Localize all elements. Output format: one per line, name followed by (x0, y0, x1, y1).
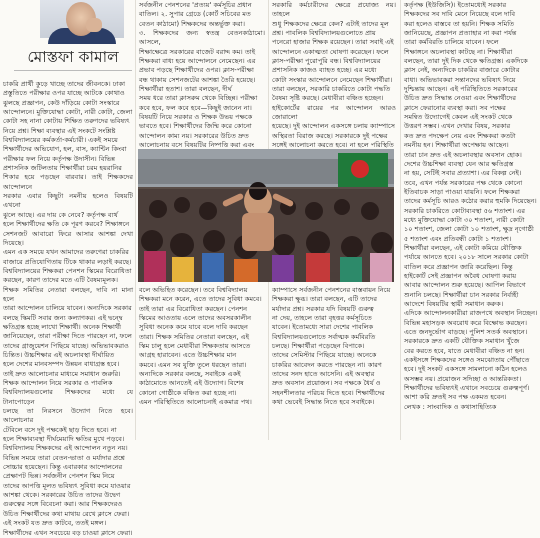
article-line: বাতিল করে প্রজ্ঞাপন জারি করেছিল। কিন্তু (404, 262, 513, 271)
article-line: কমবে। এমন সব যুক্তি তুলে ধরছেন তারা। (139, 360, 247, 369)
article-line: উচিত দ্রুত সিদ্ধান্ত নেওয়া এবং শিক্ষার্থীদের (404, 94, 517, 103)
article-line: শিক্ষাক্ষেত্রে সরকারের বাজেট বরাদ্দ কম। তাই (139, 47, 256, 56)
article-line: কবে হবে, ফল কবে হবে—কিছুই জানেন না। (139, 103, 252, 112)
article-line: হয়েছে। দুই আন্দোলন একসঙ্গে চলায় ক্যাম্পাসে (272, 122, 396, 131)
article-line: সরকারি চাকরিতে কোটাব্যবস্থা ৫৬ শতাংশ। এর (404, 206, 525, 215)
article-line: তাদের আপত্তি মূলত ভবিষ্যৎ সুবিধা কমে যাওয়ার (3, 481, 131, 490)
article-line: এদিকে আন্দোলনকারীরা রাজপথে অবস্থান নিচ্ছেন। (404, 309, 538, 318)
article-line: তাদের সেমিস্টার পিছিয়ে যাচ্ছে। অনেকে (272, 351, 377, 360)
article-column-3-bottom (272, 286, 396, 440)
article-line: স্কিম চালু হলে মেধাবীরা শিক্ষকতায় আসতে (139, 342, 251, 351)
author-portrait (40, 0, 124, 38)
article-line: তাদের গ্রাজুয়েশন পিছিয়ে যাচ্ছে। অভিভাবকরাও (3, 341, 129, 350)
article-line: এমন এক সময়ে যখন আমাদের তরুণেরা চাকরির (3, 248, 129, 257)
article-line: এমন পরিস্থিতিতে আলোচনাই একমাত্র পথ। (139, 398, 252, 407)
article-line: শিক্ষার্থীদের ভবিষ্যৎই এখানে সবচেয়ে গুরুত্বপূর্ণ। (404, 384, 530, 393)
article-line: সর্বজনীন পেনশনের 'প্রত্যয়' কর্মসূচির প্রধান (139, 1, 252, 9)
article-column-3-top (272, 1, 396, 150)
article-line: বলছে স্কিমটি সবার জন্য কল্যাণকর। এই দ্বন্দ্বে (3, 313, 123, 322)
article-line: হাইকোর্ট সেই প্রজ্ঞাপন অবৈধ ঘোষণা করায় (404, 271, 517, 280)
article-line: শুধু শিক্ষকদের ক্ষেত্রে কেন? এটাই তাদের মূল (272, 19, 389, 28)
article-line: পরীক্ষার ফল নিয়ে কর্তৃপক্ষ উদাসীন। বিভিন্ন (3, 154, 115, 163)
article-line: বেতন কাঠামো) শিক্ষকদের অন্তর্ভুক্ত করা। (139, 19, 245, 28)
article-line: চাকরি প্রার্থী কুড়ে খাচ্ছে তাদের জীবনকে। ঢাকা (3, 80, 126, 88)
article-line: আন্দোলন কাম্য নয়। সরকারের উচিত দ্রুত (139, 131, 249, 140)
article-column-1 (3, 80, 133, 537)
article-line: শিক্ষার্থীদের এখন সবচেয়ে বড় চাওয়া ক্লাসে ফেরা। (3, 528, 133, 537)
article-line: তারা। শিক্ষক সমিতির নেতারা বলছেন, এই (139, 332, 250, 341)
article-line: সুবিধা অনেক কমে যাবে বলে দাবি করছেন (139, 323, 248, 332)
article-line: চলছে তা নিরসনে উদ্যোগ নিতে হবে। আলোচনার (3, 407, 133, 425)
article-line: সমন্বিত উদ্যোগেই কেবল এই সংকট থেকে (404, 113, 513, 122)
article-line: আন্দোলনে একাত্মতা ঘোষণা করেছেন। ফলে (272, 47, 389, 56)
article-line: প্রেক্ষাপট ভিন্ন। সর্বজনীন পেনশন স্কিম নিয়ে (3, 472, 115, 481)
article-line: উচিত শিক্ষার্থীদের কথা মাথায় রেখে ক্লাসে ফেরা। (3, 509, 130, 518)
article-line: বিশ্ববিদ্যালয়ের শিক্ষকরা পেনশন স্কিমের বিরোধিতা (3, 266, 132, 275)
column-divider (135, 0, 136, 440)
article-line: টেবিলে বসে দুই পক্ষকেই ছাড় দিতে হবে। না (3, 425, 117, 434)
article-line: আশঙ্কা থেকে। সরকারের উচিত তাদের উদ্বেগ (3, 491, 121, 500)
article-line: শিক্ষার্থীরা হতাশ। তারা বলছেন, দীর্ঘ (139, 85, 232, 94)
article-line: তাই দ্রুত আলোচনার মাধ্যমে সমাধান জরুরি। (3, 369, 121, 378)
article-line: মধ্যে মুক্তিযোদ্ধা কোটা ৩০ শতাংশ, নারী কোটা (404, 215, 525, 224)
article-line: শিক্ষার্থীরা বলছেন, এই কোটা কমিয়ে যৌক্তিক (404, 243, 522, 252)
article-line: আবার আন্দোলন শুরু হয়েছে। আপিল বিভাগে (404, 281, 526, 290)
article-line: পর্যায়ে আনতে হবে। ২০১৮ সালে সরকার কোটা (404, 253, 529, 262)
article-line: বিশ্ববিদ্যালয় শিক্ষকদের এই আন্দোলন নতুন নয়। (3, 444, 128, 453)
article-line: আন্দোলনে। মুক্তিযোদ্ধা কোটা, নারী কোটা, জেলা (3, 108, 133, 117)
article-line: সরকারকে দ্রুত একটি যৌক্তিক সমাধান খুঁজে (404, 337, 520, 346)
article-line: আদেশে বিষয়টির স্থায়ী সমাধান করুক। (404, 300, 504, 308)
article-line: চলছে। শিক্ষার্থীরা পড়েছেন বিপাকে। (272, 342, 365, 351)
article-line: ৩. শিক্ষকদের জন্য স্বতন্ত্র বেতনকাঠামো। আসলে, (139, 29, 265, 47)
article-line: ৫ শতাংশ এবং প্রতিবন্ধী কোটা ১ শতাংশ। (404, 234, 512, 243)
article-line: ক্লাস নেই, অন্যদিকে চাকরির বাজারে কোটার (404, 66, 520, 75)
article-line: শিক্ষাঙ্গনে অচলাবস্থা কাটছে না। শিক্ষার্থীরা (404, 47, 513, 56)
article-line: বন্ধ থাকায় সেশনজটের আশঙ্কা তৈরি হয়েছে। (139, 75, 256, 84)
article-line: কত দ্রুত পদক্ষেপ নেয় এবং শিক্ষকরা কতটা (404, 131, 516, 140)
article-line: শিক্ষকরা ক্ষুব্ধ। তারা বলছেন, এটি তাদের (272, 295, 377, 304)
article-line: প্রশাসনিক কাজও ব্যাহত হচ্ছে। এর মধ্যে (272, 66, 377, 75)
article-line: বিশ্ববিদ্যালয়গুলোতে সর্বাত্মক কর্মবিরতি (272, 332, 376, 341)
article-line: বাজারে প্রতিযোগিতায় টিকে থাকার লড়াই করছে। (3, 257, 132, 266)
article-line: কোটা সহ নানা কোটায় শিক্ষিত তরুণদের ভবিষ্যৎ (3, 117, 130, 126)
article-line: বিশ্ববিদ্যালয়ের কর্মকর্তা-কর্মচারী। একই সময়ে (3, 136, 118, 145)
article-line: জানিয়েছে, প্রজ্ঞাপন প্রত্যাহার না করা পর্যন্ত (404, 29, 517, 38)
article-line: যাবেন। ইতোমধ্যে সারা দেশের পাবলিক (272, 323, 374, 332)
article-line: সময় ধরে তারা ক্লাসরুম থেকে বিচ্ছিন্ন। পরীক্ষা (139, 94, 258, 103)
article-line: বৈষম্য সৃষ্টি করছে। মেধাবীরা বঞ্চিত হচ্ছেন। (272, 94, 384, 103)
article-line: সহনশীলতার পরিচয় দিতে হবে। শিক্ষার্থীদের (272, 388, 385, 397)
article-line: ক্ষতিগ্রস্ত হচ্ছে লাখো শিক্ষার্থী। অনেক শিক্ষার্থী (3, 322, 122, 331)
article-line: শিকার হয়ে পড়ছেন বারবার। তাই শিক্ষকদের আন্দোলনে (3, 173, 133, 191)
article-line: তারা কর্মবিরতি চালিয়ে যাবেন। ফলে (404, 38, 499, 47)
article-line: হলে শিক্ষাব্যবস্থা দীর্ঘমেয়াদি ক্ষতির মুখে পড়বে। (3, 435, 125, 444)
article-line: বলে অভিহিত করেছেন। তবে বিশ্ববিদ্যালয় (139, 286, 248, 294)
article-line: ঝুলছে প্রজ্ঞাপন, কেউ দাঁড়িয়ে কোটা সংস্কারে (3, 98, 120, 107)
article-line: কর্তৃপক্ষ (ইউজিসি)। ইতোমধ্যেই সরকার (404, 1, 507, 9)
article-line: শিক্ষকরা মনে করেন, এতে তাদের সুবিধা কমবে। (139, 295, 262, 304)
article-line: না হয়, সেটিই সবার প্রত্যাশা। এর বিকল্প নেই। (404, 169, 522, 178)
article-column-2-top (139, 1, 265, 150)
article-line: তারা বলছেন, সরকারি চাকরিতে কোটা পদ্ধতি (272, 85, 391, 94)
article-line: দ্রুত অবসান প্রয়োজন। সব পক্ষকে ধৈর্য ও (272, 379, 381, 388)
article-line: সোচ্চার হয়েছেন। কিন্তু এবারকার আন্দোলনের (3, 463, 123, 472)
column-divider (400, 0, 401, 440)
article-line: বের করতে হবে, যাতে মেধাবীরা বঞ্চিত না হন। (404, 346, 525, 355)
article-line: ক্লাস-পরীক্ষা পুরোপুরি বন্ধ। বিশ্ববিদ্যালয়ের (272, 57, 381, 66)
article-line: পনেরো হাজার শিক্ষক রয়েছেন। তারা সবাই এই (272, 38, 394, 47)
article-line: শিক্ষক সমিতির নেতারা বলছেন, দাবি না মানা হলে (3, 285, 133, 303)
article-line: জানিয়েছেন, তারা পরীক্ষা দিতে পারছেন না, ফলে (3, 332, 132, 341)
article-line: প্রভাব পড়ছে শিক্ষার্থীদের ওপর। ক্লাস-পরীক্ষা (139, 66, 254, 75)
article-line: কোনো গোষ্ঠীকে বঞ্চিত করা হচ্ছে না। (139, 388, 237, 397)
article-line: হলে দেশের মানবসম্পদ উন্নয়ন বাধাগ্রস্ত হবে। (3, 360, 120, 369)
article-line: ১০ শতাংশ, জেলা কোটা ১০ শতাংশ, ক্ষুদ্র নৃগোষ্ঠী (404, 225, 534, 234)
article-line: মর্যাদার প্রশ্ন। সরকার যদি বিষয়টি গুরুত্ব (272, 304, 374, 313)
article-line: করছেন, কারণ তাদের মতে এটি বৈষম্যমূলক। (3, 276, 118, 285)
article-line: তাই তারা এর বিরোধিতা করছেন। পেনশন (139, 304, 248, 313)
article-line: অস্থিরতা বিরাজ করছে। সরকারকে দুই পক্ষের (272, 131, 388, 140)
author-divider (14, 70, 132, 71)
article-line: এই সংকট যত দ্রুত কাটবে, ততই মঙ্গল। (3, 519, 107, 528)
article-line: সঙ্গেই আলোচনা করতে হবে। না হলে পরিস্থিতি (272, 141, 394, 150)
article-column-2-bottom (139, 286, 265, 440)
article-line: বিভিন্ন মহাসড়ক অবরোধ করে বিক্ষোভ করছেন। (404, 318, 528, 327)
article-line: তারা আন্দোলন চালিয়ে যাবেন। অন্যদিকে সরকার (3, 304, 132, 313)
article-line: বিশ্ববিদ্যালয়গুলোর শিক্ষকদের মধ্যে যে টানাপোড়েন (3, 388, 133, 406)
author-name: মোস্তফা কামাল (27, 48, 119, 66)
article-line: কোটা সংস্কার আন্দোলনে নেমেছেন শিক্ষার্থীরা। (272, 75, 393, 84)
article-line: হাইকোর্টের রায়ের পর আন্দোলন আরও জোরালো (272, 103, 396, 122)
article-line: ভাবতে হবে। শিক্ষার্থীদের জিম্মি করে কোনো (139, 122, 252, 131)
article-line: শিক্ষকরা বাধ্য হয়ে আন্দোলনে নেমেছেন। এর (139, 57, 256, 66)
article-line: এতে জনদুর্ভোগ বাড়ছে। পুলিশ সতর্ক অবস্থানে। (404, 328, 528, 337)
article-line: উত্তরণ সম্ভব। এখন দেখার বিষয়, সরকার (404, 122, 511, 131)
article-line: আশা করি দ্রুতই সব পক্ষ একমত হবেন। (404, 393, 507, 402)
article-line: আলোচনায় বসে বিষয়টির নিষ্পত্তি করা এবং (139, 141, 255, 150)
article-line: বিভিন্ন সময়ে তারা বেতন-ভাতা ও মর্যাদার প্রশ্নে (3, 453, 125, 462)
article-line: বাধা। অভিভাবকরা সন্তানদের ভবিষ্যৎ নিয়ে (404, 75, 516, 84)
article-line: ক্যাম্পাসে সর্বজনীন পেনশনের বাস্তবায়ন নিয়ে (272, 286, 391, 294)
article-line: হবে। দুই সংকট একসঙ্গে সামলানো কঠিন হলেও (404, 365, 528, 374)
article-line: শিক্ষকদের সব দাবি মেনে নিয়েছে বলে দাবি (404, 10, 516, 19)
article-line: প্রস্তুতিতে পরীক্ষার ওপর যাচ্ছে আটকে কোথাও (3, 89, 125, 98)
article-line: প্রশাসনিক জটিলতায় শিক্ষার্থীরা চরম হয়রানির (3, 164, 122, 173)
article-line: বাতিল। ২. সুপার গ্রেডে (কোর্ট সচিবের মত (139, 10, 251, 19)
article-line: না দেয়, তাহলে তারা বৃহত্তর কর্মসূচিতে (272, 314, 372, 323)
article-line: কাঠামোতে আনতেই এই উদ্যোগ। বিশেষ (139, 379, 244, 388)
author-byline (14, 0, 132, 76)
article-line: বিষয়টি নিয়ে সরকার ও শিক্ষক উভয় পক্ষকে (139, 113, 253, 122)
article-line: নমনীয় হন। শিক্ষার্থীরা অপেক্ষায় আছেন। (404, 141, 509, 150)
article-line: ক্লাসে ফেরানোর ব্যবস্থা করা। সব পক্ষের (404, 103, 506, 112)
article-line: একইসঙ্গে শিক্ষকদের সঙ্গেও সমঝোতায় পৌঁছাতে (404, 356, 530, 365)
article-line: তাদের সনদ হাতে আসেনি। এই অবস্থার (272, 370, 375, 379)
article-line: তবে, এখন পর্যন্ত সরকারের পক্ষ থেকে কোনো (404, 178, 523, 187)
article-line: প্রশ্ন। পাবলিক বিশ্ববিদ্যালয়গুলোতে প্রায় (272, 29, 376, 38)
article-line: করা হলেও বাস্তবে তা হয়নি। শিক্ষক সমিতি (404, 19, 515, 28)
article-line: তারা চান দ্রুত এই অচলাবস্থার অবসান হোক। (404, 150, 522, 159)
article-line: হলে শিক্ষার্থীদের ক্ষতি কে পূরণ করবে? শিক্ষাঙ্গনে (3, 220, 130, 229)
article-line: তাদের কর্মসূচি আরও কঠোর করার হুমকি দিয়েছেন। (404, 197, 537, 206)
article-line: লেখক : সাংবাদিক ও কথাসাহিত্যিক (404, 402, 497, 411)
article-line: গুরুত্বের সঙ্গে বিবেচনা করা। আর শিক্ষকদেরও (3, 500, 123, 509)
article-line: সরকার এবার কিছুটা নমনীয় হলেও বিষয়টি এখনো (3, 192, 133, 210)
article-line: আগ্রহ হারাবেন। এতে উচ্চশিক্ষার মান (139, 351, 237, 360)
article-line: স্কিমের আওতায় এলে তাদের অবসরকালীন (139, 314, 252, 323)
article-column-4 (404, 1, 538, 440)
article-line: চাকরির আবেদন করতে পারছেন না। কারণ (272, 360, 382, 369)
article-line: অন্যদিকে সরকার বলছে, সবাইকে একই (139, 370, 241, 379)
article-line: দুশ্চিন্তায় আছেন। এই পরিস্থিতিতে সরকারের (404, 85, 518, 94)
article-line: ঝুলে আছে। এর দায় কে নেবে? কর্তৃপক্ষ ব্যর্থ (3, 210, 118, 219)
article-line: অসম্ভব নয়। প্রয়োজন সদিচ্ছা ও আন্তরিকতা। (404, 374, 522, 383)
article-line: বলছেন, তারা দুই দিক থেকে ক্ষতিগ্রস্ত। একদিকে (404, 57, 528, 66)
protest-crowd-photo (138, 149, 394, 282)
article-line: চিন্তিত। উচ্চশিক্ষার এই অচলাবস্থা দীর্ঘায়িত (3, 350, 115, 359)
article-line: ইতিবাচক সাড়া পাওয়া যায়নি। ফলে শিক্ষকরা (404, 187, 520, 196)
article-line: দেশের উচ্চশিক্ষা ব্যবস্থা যেন আর ক্ষতিগ্রস্ত (404, 159, 514, 168)
article-line: কথা ভেবেই সিদ্ধান্ত নিতে হবে সবাইকে। (272, 398, 375, 407)
article-line: শিক্ষার্থীদের অভিযোগ, হল, বাস, ক্যান্টিন কিংবা (3, 145, 127, 154)
article-line: শুনানি চলছে। শিক্ষার্থীরা চান সরকার নির্বাহী (404, 290, 519, 299)
article-line: শিক্ষক আন্দোলন নিয়ে সরকার ও পাবলিক (3, 379, 113, 387)
article-line: নিয়ে প্রশ্ন। শিক্ষা ব্যবস্থার এই সংকটে সংশ্লিষ্ট (3, 126, 116, 135)
article-line: সরকারি কর্মচারীদের ক্ষেত্রে প্রযোজ্য নয়। তাহলে (272, 1, 396, 19)
article-line: সেশনজট আবারো ফিরে আসার আশঙ্কা দেখা দিয়েছে। (3, 229, 133, 247)
